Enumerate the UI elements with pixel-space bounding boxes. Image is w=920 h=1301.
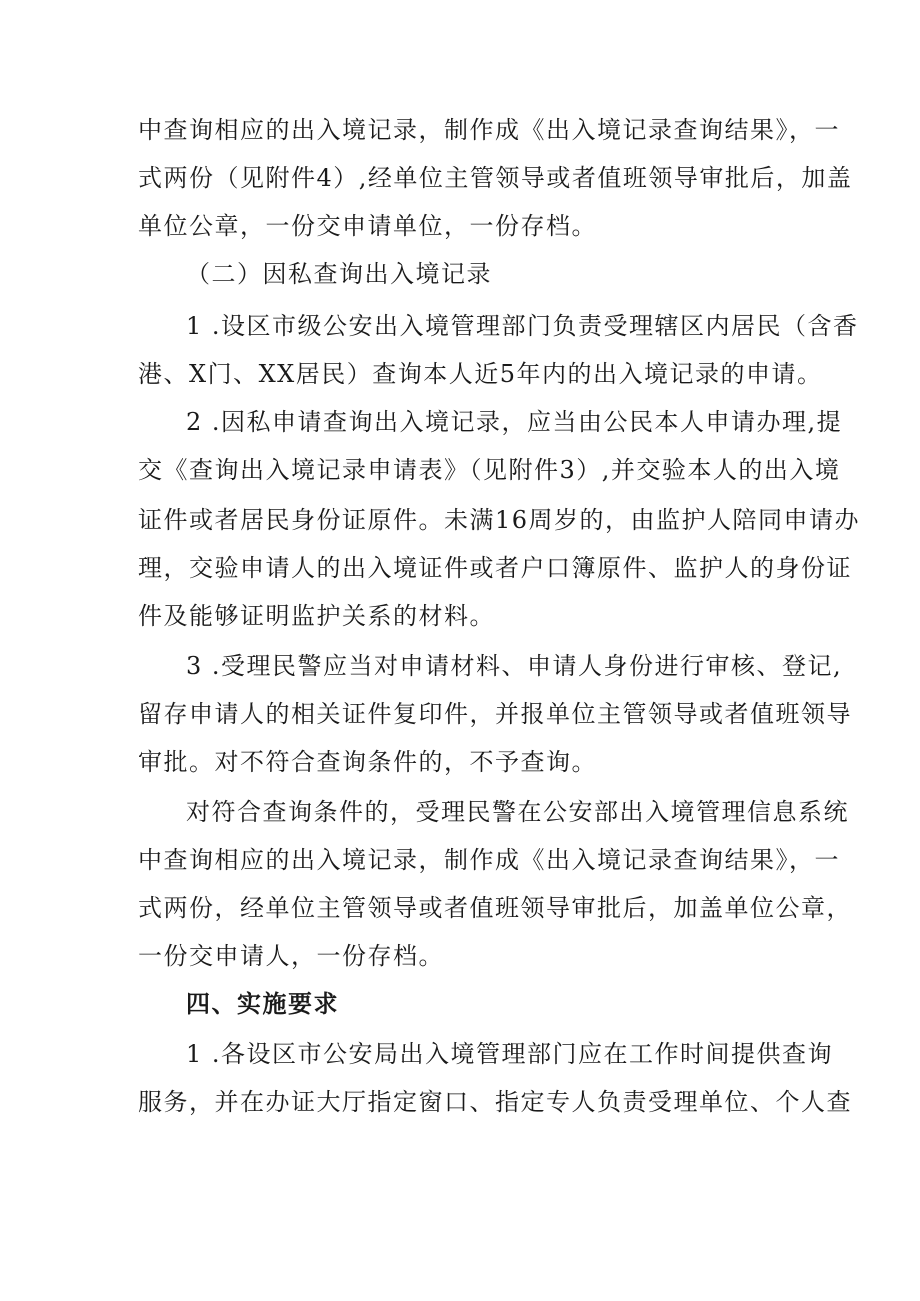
section-heading: （二）因私查询出入境记录 [186,260,492,288]
paragraph-line: 中查询相应的出入境记录，制作成《出入境记录查询结果》，一 [138,846,840,874]
paragraph-line: 2 .因私申请查询出入境记录，应当由公民本人申请办理,提 [186,408,843,436]
paragraph-line: 1 .各设区市公安局出入境管理部门应在工作时间提供查询 [186,1040,834,1068]
paragraph-line: 1 .设区市级公安出入境管理部门负责受理辖区内居民（含香 [186,312,859,340]
paragraph-line: 理，交验申请人的出入境证件或者户口簿原件、监护人的身份证 [138,554,852,582]
paragraph-line: 式两份（见附件4）,经单位主管领导或者值班领导审批后，加盖 [138,164,853,192]
paragraph-line: 3 .受理民警应当对申请材料、申请人身份进行审核、登记, [186,652,843,680]
paragraph-line: 证件或者居民身份证原件。未满16周岁的，由监护人陪同申请办 [138,506,861,534]
paragraph-line: 件及能够证明监护关系的材料。 [138,602,495,630]
paragraph-line: 对符合查询条件的，受理民警在公安部出入境管理信息系统 [186,798,849,826]
paragraph-line: 留存申请人的相关证件复印件，并报单位主管领导或者值班领导 [138,700,852,728]
paragraph-line: 中查询相应的出入境记录，制作成《出入境记录查询结果》，一 [138,116,840,144]
paragraph-line: 港、X门、XX居民）查询本人近5年内的出入境记录的申请。 [138,360,823,388]
paragraph-line: 交《查询出入境记录申请表》（见附件3）,并交验本人的出入境 [138,456,841,484]
paragraph-line: 单位公章，一份交申请单位，一份存档。 [138,212,597,240]
paragraph-line: 一份交申请人，一份存档。 [138,942,444,970]
section-heading: 四、实施要求 [186,989,339,1018]
paragraph-line: 服务，并在办证大厅指定窗口、指定专人负责受理单位、个人查 [138,1088,852,1116]
paragraph-line: 审批。对不符合查询条件的，不予查询。 [138,748,597,776]
paragraph-line: 式两份，经单位主管领导或者值班领导审批后，加盖单位公章， [138,894,852,922]
